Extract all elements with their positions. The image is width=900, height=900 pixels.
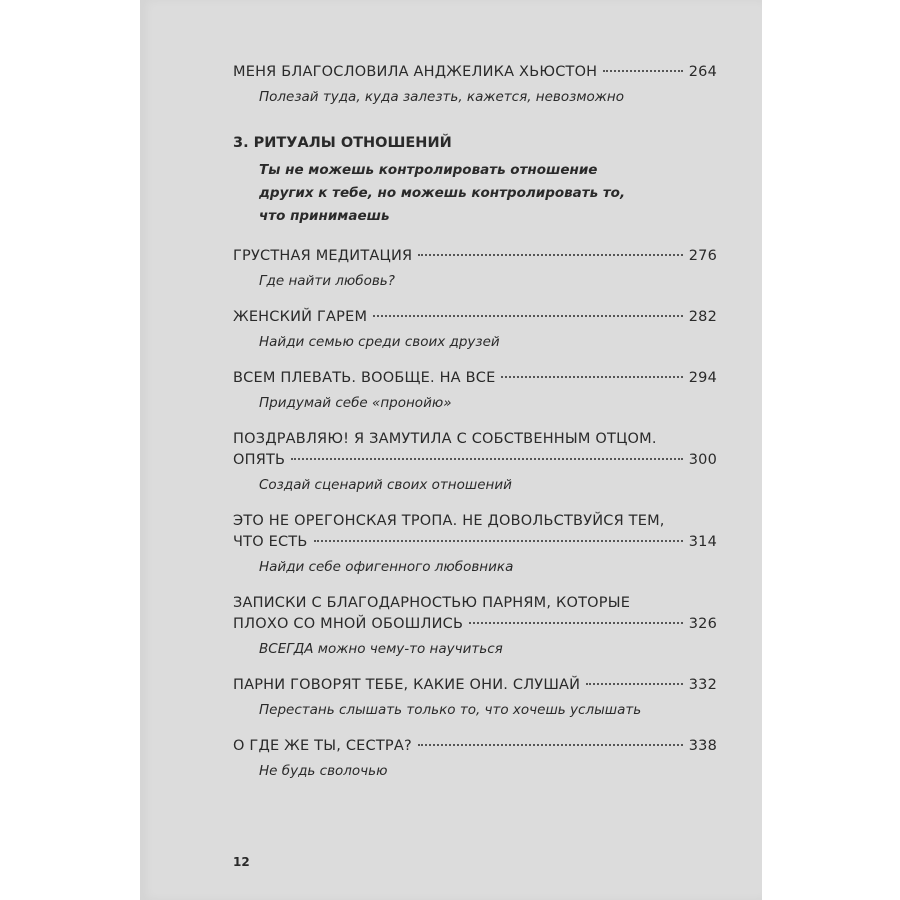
toc-entry-title-continued: ЧТО ЕСТЬ	[233, 534, 308, 550]
toc-entry-subtitle: Создай сценарий своих отношений	[259, 477, 512, 493]
toc-entry-line	[233, 532, 717, 553]
toc-entry-subtitle: Придумай себе «пронойю»	[259, 395, 452, 411]
dot-leader	[314, 540, 683, 542]
dot-leader	[469, 622, 683, 624]
toc-entry-line	[233, 368, 717, 389]
toc-entry	[233, 511, 717, 577]
toc-entry-subtitle: Перестань слышать только то, что хочешь услышать	[259, 702, 642, 718]
toc-entry-title: О ГДЕ ЖЕ ТЫ, СЕСТРА?	[233, 738, 412, 754]
toc-page-number: 264	[688, 64, 717, 80]
toc-entry-title-continued: ПЛОХО СО МНОЙ ОБОШЛИСЬ	[233, 616, 464, 632]
toc-page-number: 276	[688, 248, 717, 264]
table-of-contents	[233, 62, 717, 797]
toc-entry-title: ЗАПИСКИ С БЛАГОДАРНОСТЬЮ ПАРНЯМ, КОТОРЫЕ	[233, 595, 631, 611]
toc-entry-title: ГРУСТНАЯ МЕДИТАЦИЯ	[233, 248, 413, 264]
toc-entry-subtitle: ВСЕГДА можно чему-то научиться	[259, 641, 503, 657]
section-subtitle	[259, 159, 717, 228]
toc-entry-subtitle: Найди семью среди своих друзей	[259, 334, 500, 350]
toc-page-number: 314	[688, 534, 717, 550]
dot-leader	[603, 70, 682, 72]
toc-entry-title: ЭТО НЕ ОРЕГОНСКАЯ ТРОПА. НЕ ДОВОЛЬСТВУЙСЯ ТЕМ,	[233, 513, 665, 529]
dot-leader	[501, 376, 682, 378]
toc-entry	[233, 368, 717, 413]
toc-entry-title: ПАРНИ ГОВОРЯТ ТЕБЕ, КАКИЕ ОНИ. СЛУШАЙ	[233, 677, 581, 693]
section-subtitle-line: что принимаешь	[259, 208, 390, 224]
toc-entry-line	[233, 307, 717, 328]
page-number: 12	[233, 855, 250, 869]
toc-entry-title: ПОЗДРАВЛЯЮ! Я ЗАМУТИЛА С СОБСТВЕННЫМ ОТЦОМ.	[233, 431, 657, 447]
toc-entry	[233, 593, 717, 659]
toc-page-number: 332	[688, 677, 717, 693]
toc-entry-title: ЖЕНСКИЙ ГАРЕМ	[233, 309, 368, 325]
toc-entry-subtitle: Найди себе офигенного любовника	[259, 559, 514, 575]
toc-entry-subtitle: Не будь сволочью	[259, 763, 388, 779]
toc-page-number: 294	[688, 370, 717, 386]
toc-entry-title: ВСЕМ ПЛЕВАТЬ. ВООБЩЕ. НА ВСЕ	[233, 370, 496, 386]
toc-entry	[233, 62, 717, 107]
toc-entry-line	[233, 450, 717, 471]
section-title: 3. РИТУАЛЫ ОТНОШЕНИЙ	[233, 135, 452, 151]
toc-entry-title-continued: ОПЯТЬ	[233, 452, 286, 468]
toc-entry-line	[233, 736, 717, 757]
toc-entry	[233, 736, 717, 781]
toc-entry	[233, 307, 717, 352]
dot-leader	[291, 458, 683, 460]
toc-page-number: 338	[688, 738, 717, 754]
toc-entry	[233, 429, 717, 495]
toc-entry-line	[233, 62, 717, 83]
toc-entry-subtitle: Где найти любовь?	[259, 273, 395, 289]
section-subtitle-line: других к тебе, но можешь контролировать то,	[259, 185, 626, 201]
section-subtitle-line: Ты не можешь контролировать отношение	[259, 162, 598, 178]
toc-page-number: 326	[688, 616, 717, 632]
toc-entry-line	[233, 246, 717, 267]
toc-page-number: 282	[688, 309, 717, 325]
toc-entry-line	[233, 614, 717, 635]
toc-page-number: 300	[688, 452, 717, 468]
toc-entry-line	[233, 675, 717, 696]
toc-entry	[233, 675, 717, 720]
toc-entry-subtitle: Полезай туда, куда залезть, кажется, невозможно	[259, 89, 625, 105]
toc-entry	[233, 246, 717, 291]
dot-leader	[418, 744, 683, 746]
dot-leader	[373, 315, 683, 317]
toc-entry-title: МЕНЯ БЛАГОСЛОВИЛА АНДЖЕЛИКА ХЬЮСТОН	[233, 64, 598, 80]
dot-leader	[418, 254, 682, 256]
dot-leader	[586, 683, 683, 685]
